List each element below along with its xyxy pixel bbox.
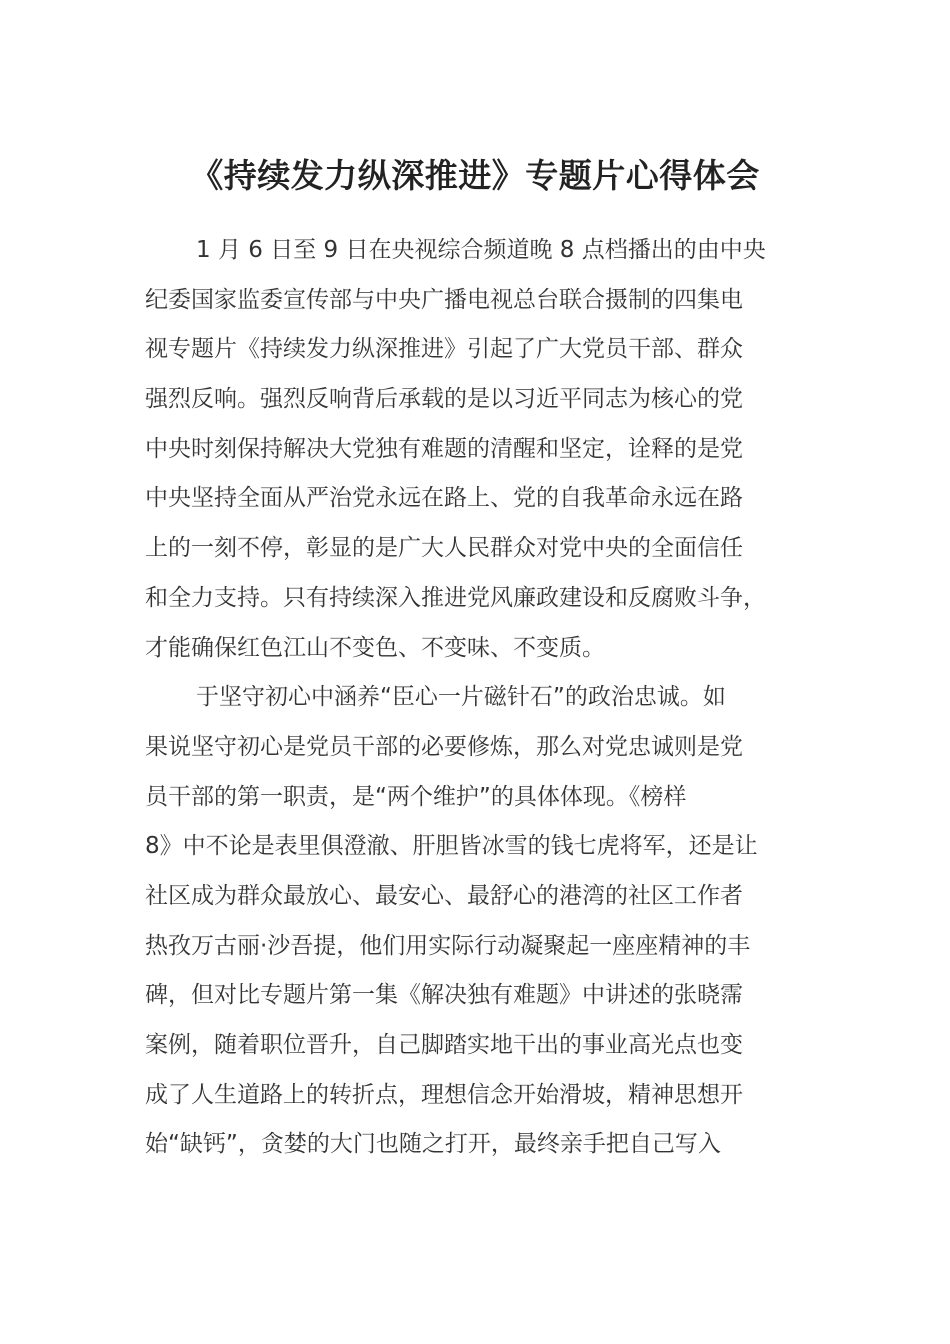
paragraph-1-line: 上的一刻不停，彰显的是广大人民群众对党中央的全面信任 (145, 535, 743, 562)
paragraph-1-line: 中央时刻保持解决大党独有难题的清醒和坚定，诠释的是党 (145, 435, 743, 462)
paragraph-2-line: 果说坚守初心是党员干部的必要修炼，那么对党忠诚则是党 (145, 733, 743, 760)
paragraph-1-line: 1 月 6 日至 9 日在央视综合频道晚 8 点档播出的由中央 (196, 237, 766, 263)
paragraph-1-line: 强烈反响。强烈反响背后承载的是以习近平同志为核心的党 (145, 386, 743, 413)
paragraph-2-line: 碑，但对比专题片第一集《解决独有难题》中讲述的张晓霈 (145, 982, 743, 1009)
document-body (145, 226, 810, 1170)
paragraph-2-line: 社区成为群众最放心、最安心、最舒心的港湾的社区工作者 (145, 882, 743, 909)
paragraph-1-line: 和全力支持。只有持续深入推进党风廉政建设和反腐败斗争， (145, 584, 766, 611)
paragraph-1-line: 才能确保红色江山不变色、不变味、不变质。 (145, 634, 605, 661)
paragraph-1-line: 中央坚持全面从严治党永远在路上、党的自我革命永远在路 (145, 485, 743, 512)
paragraph-1-line: 纪委国家监委宣传部与中央广播电视总台联合摄制的四集电 (145, 286, 743, 313)
paragraph-1-line: 视专题片《持续发力纵深推进》引起了广大党员干部、群众 (145, 336, 743, 363)
paragraph-2-line: 成了人生道路上的转折点，理想信念开始滑坡，精神思想开 (145, 1081, 743, 1108)
paragraph-2-line: 热孜万古丽·沙吾提，他们用实际行动凝聚起一座座精神的丰 (145, 932, 751, 959)
paragraph-2-line: 案例，随着职位晋升，自己脚踏实地干出的事业高光点也变 (145, 1032, 743, 1058)
document-title: 《持续发力纵深推进》专题片心得体会 (190, 156, 760, 195)
paragraph-2-line: 8》中不论是表里俱澄澈、肝胆皆冰雪的钱七虎将军，还是让 (145, 833, 758, 860)
paragraph-2-line: 始“缺钙”，贪婪的大门也随之打开，最终亲手把自己写入 (145, 1131, 721, 1158)
paragraph-2-line: 员干部的第一职责，是“两个维护”的具体体现。《榜样 (145, 783, 687, 810)
paragraph-2-line: 于坚守初心中涵养“臣心一片磁针石”的政治忠诚。如 (196, 684, 726, 711)
